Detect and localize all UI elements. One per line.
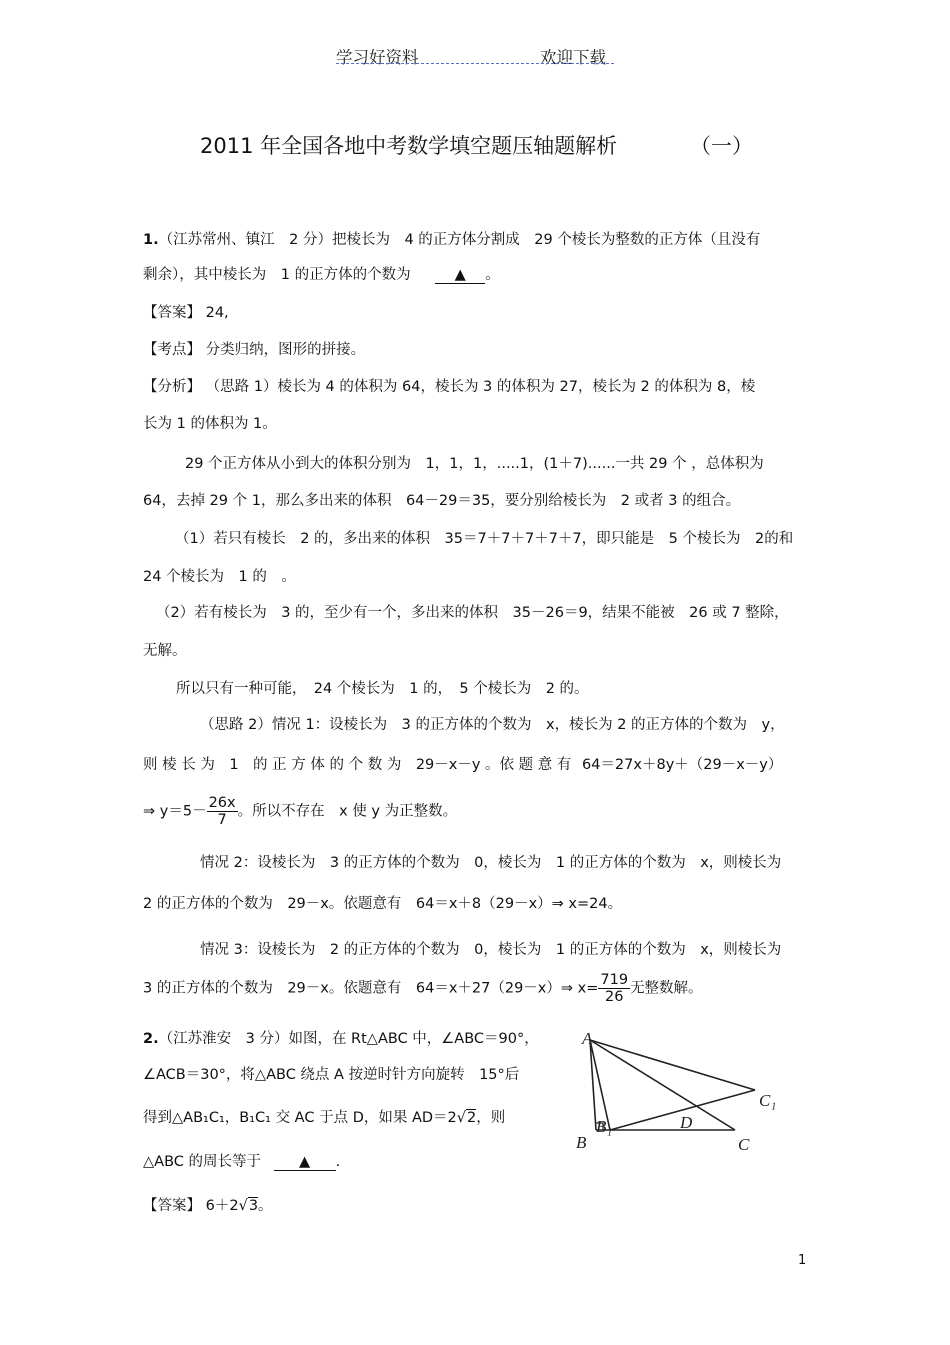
page-title: 2011 年全国各地中考数学填空题压轴题解析	[200, 134, 618, 158]
q1-para-9-text: 则 棱 长 为 1 的 正 方 体 的 个 数 为 29－x－y 。依 题 意 有	[143, 757, 572, 773]
fraction-numerator: 26x	[208, 795, 236, 811]
q1-para-7: 所以只有一种可能， 24 个棱长为 1 的， 5 个棱长为 2 的。	[176, 681, 589, 697]
page-number: 1	[798, 1253, 807, 1268]
q1-para-3: （1）若只有棱长 2 的，多出来的体积 35＝7＋7＋7＋7＋7，即只能是 5 个棱长为 2的和	[175, 531, 794, 547]
label-c: C	[738, 1135, 750, 1154]
q2-line4	[143, 1150, 340, 1171]
q2-answer: 【答案】 6＋2√3。	[143, 1198, 273, 1214]
q1-fenxi-1: 【分析】 （思路 1）棱长为 4 的体积为 64，棱长为 3 的体积为 27，棱长为 2 的体积为 8，棱	[143, 379, 756, 395]
q1-fraction-719-26	[598, 972, 630, 1005]
q2-stem-end: .	[335, 1154, 341, 1170]
q2-line2: ∠ACB＝30°，将△ABC 绕点 A 按逆时针方向旋转 15°后	[143, 1067, 520, 1083]
fraction-denominator: 7	[217, 812, 227, 828]
q1-number: 1.	[143, 232, 159, 248]
q2-answer-sqrt: 3	[248, 1198, 259, 1214]
q1-para-8: （思路 2）情况 1：设棱长为 3 的正方体的个数为 x，棱长为 2 的正方体的个数为 y，	[200, 717, 785, 733]
q2-answer-blank: ▲	[274, 1154, 336, 1171]
q2-answer-end: 。	[258, 1198, 273, 1214]
triangle-figure	[570, 1030, 795, 1160]
q1-line2	[143, 263, 500, 284]
q2-stem-4: △ABC 的周长等于	[143, 1154, 261, 1170]
q1-answer: 【答案】 24,	[143, 305, 229, 321]
q1-para-10	[143, 795, 457, 828]
q1-stem-end: 。	[485, 267, 500, 283]
label-c1: C₁	[759, 1091, 777, 1110]
fraction-numerator: 719	[600, 972, 629, 988]
q1-para-5: （2）若有棱长为 3 的，至少有一个，多出来的体积 35－26＝9，结果不能被 26 或 7 整除，	[156, 605, 789, 621]
q1-line1	[143, 228, 760, 249]
edge-ac1	[590, 1040, 755, 1090]
q1-fraction-26x-7	[207, 795, 238, 828]
q2-stem-1: （江苏淮安 3 分）如图，在 Rt△ABC 中，∠ABC＝90°，	[158, 1031, 539, 1047]
q1-equation-1: 64＝27x＋8y＋（29－x－y）	[581, 757, 783, 773]
q2-number: 2.	[143, 1031, 159, 1047]
q1-para-12: 2 的正方体的个数为 29－x。依题意有 64＝x＋8（29－x）⇒ x=24。	[143, 896, 623, 912]
label-b: B	[576, 1133, 587, 1152]
q2-stem-3: 得到△AB₁C₁，B₁C₁ 交 AC 于点 D，如果 AD＝2	[143, 1110, 457, 1126]
label-b1: B₁	[596, 1117, 613, 1136]
q1-para-14	[143, 972, 703, 1005]
q1-para-13: 情况 3：设棱长为 2 的正方体的个数为 0，棱长为 1 的正方体的个数为 x，则棱长为	[200, 942, 782, 958]
q2-line3: 得到△AB₁C₁，B₁C₁ 交 AC 于点 D，如果 AD＝2√2，则	[143, 1110, 506, 1126]
q1-para-10-text: 。所以不存在 x 使 y 为正整数。	[237, 803, 458, 820]
q1-fenxi-2: 长为 1 的体积为 1。	[143, 416, 277, 432]
header-divider	[336, 63, 614, 64]
q2-line1	[143, 1027, 539, 1048]
q1-para-11: 情况 2：设棱长为 3 的正方体的个数为 0，棱长为 1 的正方体的个数为 x，则棱长为	[200, 855, 782, 871]
q1-stem-2: 剩余），其中棱长为 1 的正方体的个数为	[143, 267, 411, 283]
q1-answer-blank: ▲	[435, 267, 485, 284]
q2-sqrt-2: 2	[467, 1110, 477, 1126]
q1-stem-1: （江苏常州、镇江 2 分）把棱长为 4 的正方体分割成 29 个棱长为整数的正方体（且没有	[158, 232, 761, 248]
label-a: A	[582, 1030, 593, 1048]
label-d: D	[680, 1113, 693, 1132]
header-left: 学习好资料	[336, 48, 419, 67]
q1-para-4: 24 个棱长为 1 的 。	[143, 569, 296, 585]
q1-para-2: 64，去掉 29 个 1，那么多出来的体积 64－29＝35，要分别给棱长为 2 或者 3 的组合。	[143, 493, 741, 509]
q1-equation-2: ⇒ y＝5－	[143, 803, 207, 820]
q1-kaodian: 【考点】 分类归纳，图形的拼接。	[143, 342, 366, 358]
q1-para-6: 无解。	[143, 643, 187, 659]
header-right: 欢迎下载	[540, 48, 606, 67]
q1-para-9	[143, 753, 782, 774]
q2-answer-text: 【答案】 6＋2	[143, 1198, 239, 1214]
q1-para-1: 29 个正方体从小到大的体积分别为 1，1，1，.....1，(1＋7)......一共 29 个 ，总体积为	[185, 456, 764, 472]
q1-para-14-end: 无整数解。	[630, 980, 703, 997]
fraction-denominator: 26	[604, 989, 624, 1005]
q1-para-14-text: 3 的正方体的个数为 29－x。依题意有 64＝x＋27（29－x）⇒ x=	[143, 980, 599, 997]
q2-stem-3-end: ，则	[476, 1110, 506, 1126]
page-title-suffix: （一）	[690, 134, 753, 158]
